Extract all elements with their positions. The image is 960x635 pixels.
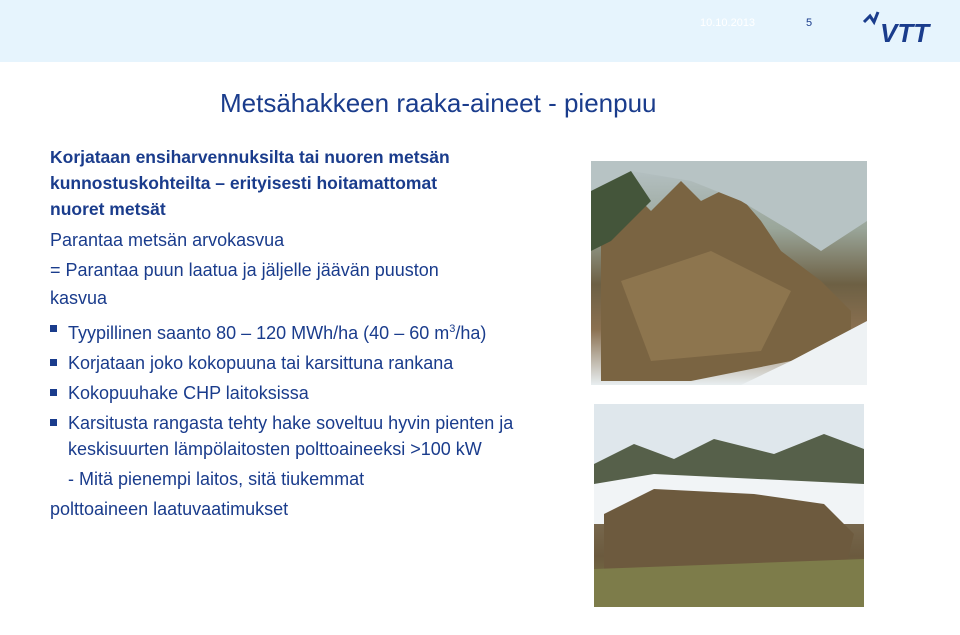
bullet-item: [50, 316, 580, 346]
bullet-square-icon: [50, 359, 57, 366]
indent-line: - Mitä pienempi laitos, sitä tiukemmat: [68, 469, 365, 489]
vtt-logo-icon: [860, 8, 952, 48]
bullet-item: [50, 380, 580, 406]
bullet-2-text: Korjataan joko kokopuuna tai karsittuna rankana: [68, 353, 454, 373]
svg-text:VTT: VTT: [880, 18, 930, 48]
page-title: Metsähakkeen raaka-aineet - pienpuu: [220, 88, 657, 118]
wood-pile-photo-2: [594, 404, 864, 607]
bullet-1-sup: 3: [449, 323, 456, 335]
content-column: [50, 144, 580, 522]
bullet-square-icon: [50, 419, 57, 426]
header-bar: [0, 0, 960, 62]
content-heading: Korjataan ensiharvennuksilta tai nuoren metsän kunnostuskohteilta – erityisesti hoitamattomat nuoret metsät: [50, 147, 450, 219]
wood-pile-photo-1: [591, 161, 867, 385]
header-date: 10.10.2013: [700, 17, 756, 29]
bullet-item: [50, 410, 580, 462]
bullet-1-end: /ha): [455, 323, 487, 343]
bullet-1-text: Tyypillinen saanto 80 – 120 MWh/ha (40 – 60 m: [68, 323, 450, 343]
paragraph-1: Parantaa metsän arvokasvua: [50, 230, 285, 250]
bullet-4-text: Karsitusta rangasta tehty hake soveltuu hyvin pienten ja keskisuurten lämpölaitosten polttoaineeksi >100 kW: [68, 413, 514, 459]
bullet-list: [50, 316, 580, 462]
page-number: 5: [806, 17, 813, 29]
bullet-square-icon: [50, 389, 57, 396]
paragraph-2: = Parantaa puun laatua ja jäljelle jäävän puuston kasvua: [50, 260, 439, 308]
bullet-square-icon: [50, 325, 57, 332]
tail-line: polttoaineen laatuvaatimukset: [50, 499, 289, 519]
bullet-item: [50, 350, 580, 376]
bullet-3-text: Kokopuuhake CHP laitoksissa: [68, 383, 309, 403]
